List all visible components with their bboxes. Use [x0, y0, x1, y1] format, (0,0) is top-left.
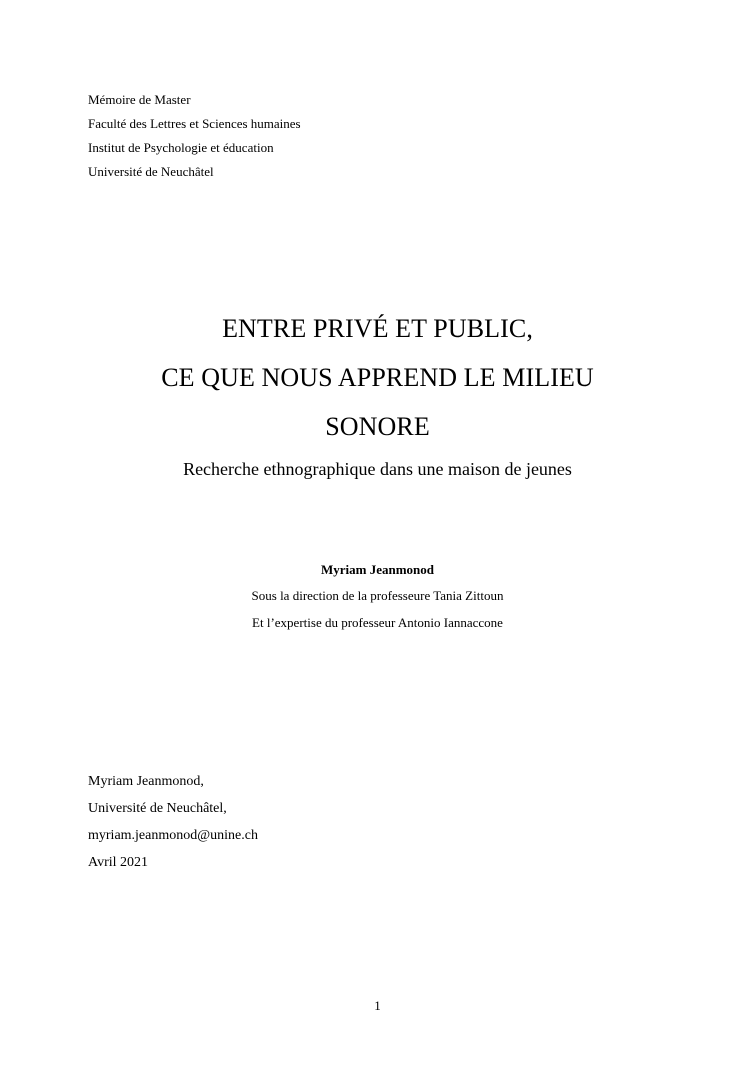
subtitle: Recherche ethnographique dans une maison de jeunes [183, 459, 572, 479]
author-block [0, 558, 755, 636]
contact-name: Myriam Jeanmonod, [88, 774, 204, 789]
title-line-3: SONORE [325, 412, 430, 441]
author-name: Myriam Jeanmonod [320, 562, 435, 577]
title-block [0, 304, 755, 481]
header-line-institute: Institut de Psychologie et éducation [88, 140, 274, 155]
title-line-1: ENTRE PRIVÉ ET PUBLIC, [222, 314, 533, 343]
contact-date: Avril 2021 [88, 855, 149, 870]
page-number: 1 [374, 998, 381, 1013]
contact-email: myriam.jeanmonod@unine.ch [88, 828, 258, 843]
supervision-line: Sous la direction de la professeure Tania Zittoun [251, 588, 504, 603]
institution-header [88, 88, 508, 184]
header-line-university: Université de Neuchâtel [88, 164, 214, 179]
contact-university: Université de Neuchâtel, [88, 801, 227, 816]
title-line-2: CE QUE NOUS APPREND LE MILIEU [161, 363, 594, 392]
header-line-faculty: Faculté des Lettres et Sciences humaines [88, 116, 301, 131]
expertise-line: Et l’expertise du professeur Antonio Iannaccone [252, 615, 503, 630]
header-line-degree: Mémoire de Master [88, 92, 191, 107]
contact-block [88, 768, 508, 876]
